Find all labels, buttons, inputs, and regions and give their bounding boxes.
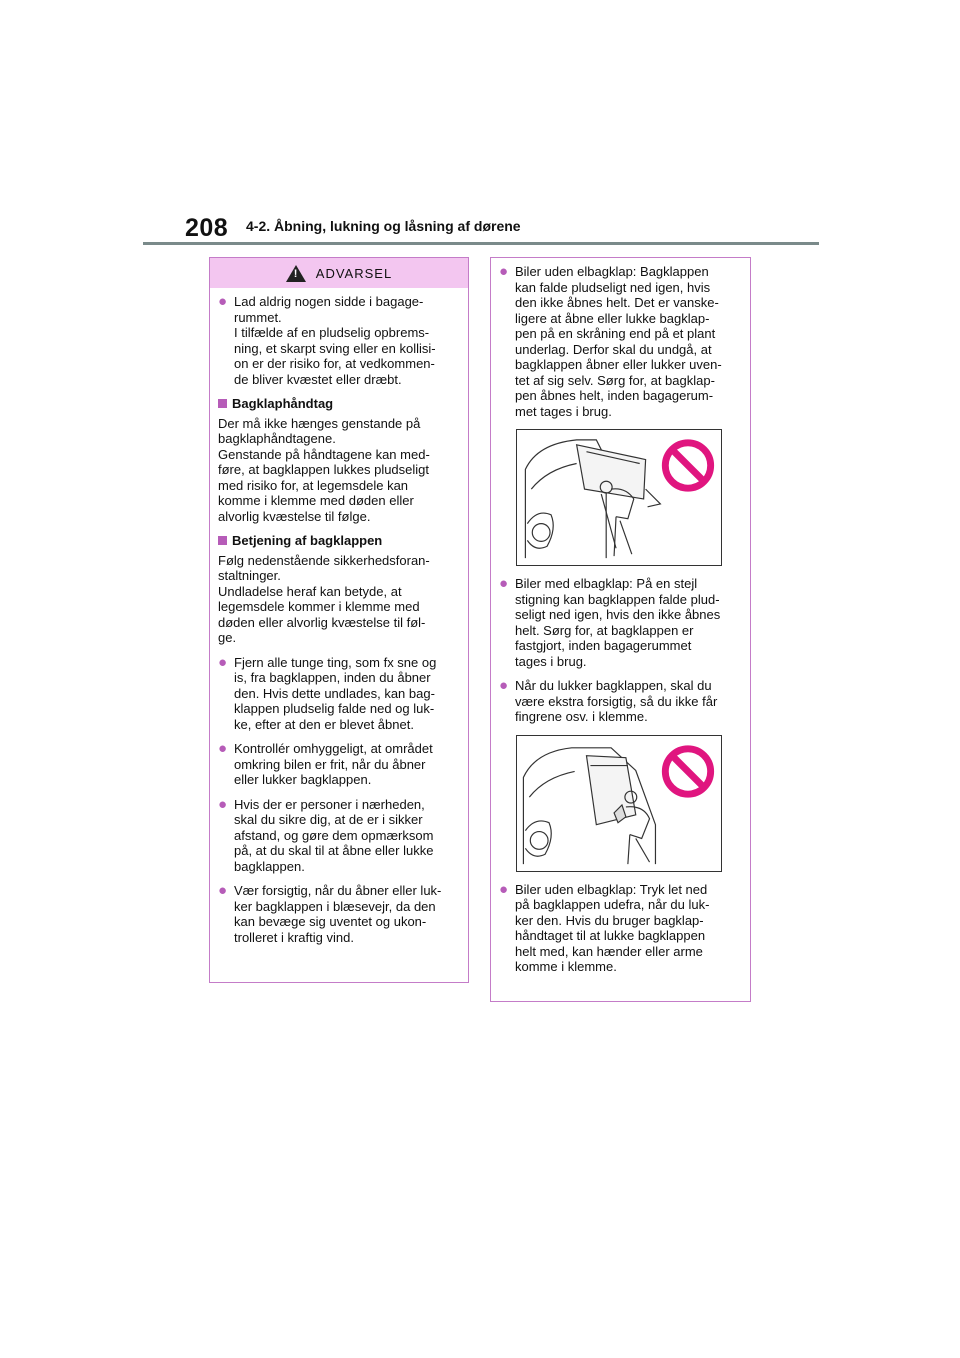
header-divider [143,242,819,245]
bullet-text: Hvis der er personer i nærheden, skal du sikre dig, at de er i sikker afstand, og gøre dem opmærksom på, at du skal til at åbne eller lukke bagklappen. [234,796,434,874]
bullet-dot-icon: ● [218,795,228,813]
square-bullet-icon [218,399,227,408]
list-item [499,678,742,725]
bullet-dot-icon: ● [218,882,228,899]
bullet-text: Biler uden elbagklap: Bagklappen kan falde pludseligt ned igen, hvis den ikke åbnes helt. Det er vanske- ligere at åbne eller lukke bagklap- pen på en skråning end på et plant underlag. Derfor skal du undgå, at bagklappen åbner eller lukker uven- tet af sig selv. Sørg for, at bagklap- pen åbnes helt, inden bagagerum- met tages i brug. [515,264,722,419]
warning-label: ADVARSEL [315,265,393,281]
list-item [499,264,742,419]
subheading [218,533,460,549]
illustration-tailgate-closing [516,735,722,872]
subheading [218,396,460,412]
bullet-dot-icon: ● [499,575,509,592]
warning-box [209,257,469,983]
list-item [218,741,460,788]
warning-content [491,258,750,975]
bullet-text: Biler uden elbagklap: Tryk let ned på bagklappen udefra, når du luk- ker den. Hvis du bruger bagklap- håndtaget til at lukke bagklappen helt med, kan hænder eller arme komme i klemme. [515,881,710,974]
bullet-text: Når du lukker bagklappen, skal du være ekstra forsigtig, så du ikke får fingrene osv. i klemme. [515,678,718,724]
list-item [218,883,460,945]
square-bullet-icon [218,536,227,545]
bullet-dot-icon: ● [499,677,509,694]
prohibition-icon [665,748,710,793]
prohibition-icon [665,443,710,488]
bullet-dot-icon: ● [499,263,509,280]
bullet-text: Fjern alle tunge ting, som fx sne og is, fra bagklappen, inden du åbner den. Hvis dette undlades, kan bag- klappen pludselig falde ned og luk- ke, efter at den er blevet åbnet. [234,654,437,732]
list-item [499,882,742,975]
warning-header [210,258,468,288]
subheading-text: Betjening af bagklappen [232,533,383,548]
bullet-dot-icon: ● [218,740,228,757]
list-item [499,576,742,669]
paragraph: Der må ikke hænges genstande på bagklaphåndtagene. Genstande på håndtagene kan med- føre, at bagklappen lukkes pludseligt med risiko for, at legemsdele kan komme i klemme med døden eller alvorlig kvæstelse til følge. [218,415,430,524]
bullet-dot-icon: ● [218,653,228,671]
subheading-text: Bagklaphåndtag [232,396,334,411]
paragraph: Følg nedenstående sikkerhedsforan- staltninger. Undladelse heraf kan betyde, at legemsdele kommer i klemme med døden eller alvorlig kvæstelse til føl- ge. [218,552,430,645]
list-item [218,655,460,733]
page-number: 208 [185,214,229,242]
section-title: 4-2. Åbning, lukning og låsning af dørene [246,218,521,234]
bullet-text: Vær forsigtig, når du åbner eller luk- ker bagklappen i blæsevejr, da den kan bevæge sig uventet og ukon- trolleret i kraftig vind. [234,883,442,945]
list-item [218,294,460,387]
tailgate-closing-illustration [517,736,721,871]
tailgate-falling-illustration [517,430,721,565]
warning-content [210,288,468,945]
bullet-text: Kontrollér omhyggeligt, at området omkring bilen er frit, når du åbner eller lukker bagklappen. [234,741,433,787]
warning-triangle-icon: ! [286,265,306,282]
bullet-dot-icon: ● [218,293,228,310]
bullet-text: Biler med elbagklap: På en stejl stigning kan bagklappen falde plud- seligt ned igen, hvis den ikke åbnes helt. Sørg for, at bagklappen er fastgjort, inden bagagerummet tages i brug. [515,576,721,669]
illustration-tailgate-falling [516,429,722,566]
bullet-text: Lad aldrig nogen sidde i bagage- rummet. I tilfælde af en pludselig opbrems- ning, et skarpt sving eller en kollisi- on er der risiko for, at vedkommen- de bliver kvæstet eller dræbt. [234,294,436,387]
bullet-dot-icon: ● [499,880,509,898]
warning-box-continued [490,257,751,1002]
list-item [218,797,460,875]
